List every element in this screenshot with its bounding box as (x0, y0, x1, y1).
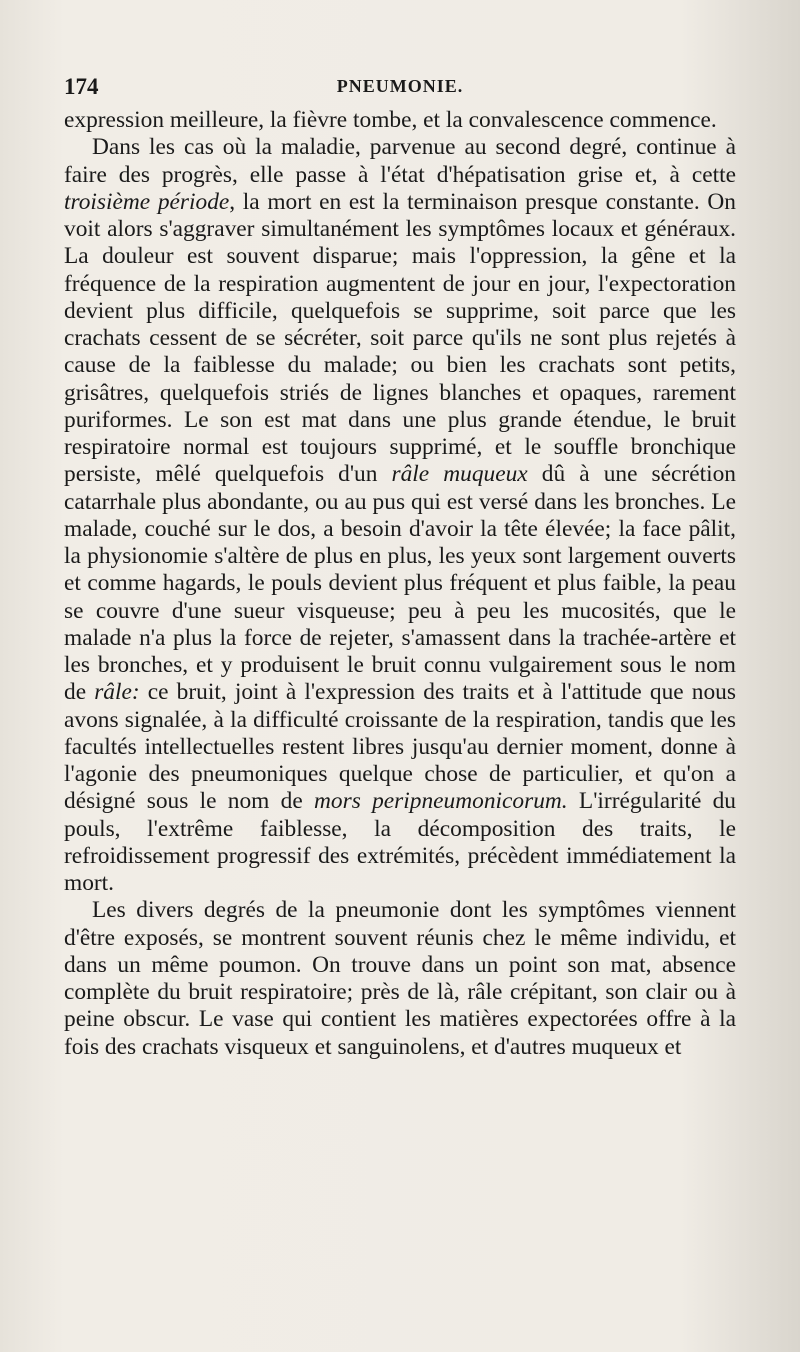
page-header (64, 74, 736, 104)
page-number: 174 (64, 74, 99, 99)
text-run: dû à une sécrétion catarrhale plus abondante, ou au pus qui est versé dans les bronches. Le malade, couché sur le dos, a besoin d'avoir la tête élevée; la face pâlit, la physionomie s'altère de plus en plus, les yeux sont largement ouverts et comme hagards, le pouls devient plus fréquent et plus faible, la peau se couvre d'une sueur visqueuse; peu à peu les mucosités, que le malade n'a plus la force de rejeter, s'amassent dans la trachée-artère et les bronches, et y produisent le bruit connu vulgairement sous le nom de (64, 461, 736, 706)
text-run: Les divers degrés de la pneumonie dont les symptômes viennent d'être exposés, se montrent souvent réunis chez le même individu, et dans un même poumon. On trouve dans un point son mat, absence complète du bruit respiratoire; près de là, râle crépitant, son clair ou à peine obscur. Le vase qui contient les matières expectorées offre à la fois des crachats visqueux et sanguinolens, et d'autres muqueux et (64, 897, 736, 1060)
body-text (64, 107, 736, 1061)
italic-phrase: mors peripneumonicorum. (314, 788, 568, 815)
italic-phrase: râle: (94, 679, 140, 706)
italic-phrase: troisième période (64, 188, 230, 215)
italic-phrase: râle muqueux (391, 461, 528, 488)
paragraph (64, 134, 736, 897)
running-head: PNEUMONIE. (336, 76, 464, 96)
text-run: , la mort en est la terminaison presque constante. On voit alors s'aggraver simultanément les symptômes locaux et généraux. La douleur est souvent disparue; mais l'oppression, la gêne et la fréquence de la respiration augmentent de jour en jour, l'expectoration devient plus difficile, quelquefois se supprime, soit parce que les crachats cessent de se sécréter, soit parce qu'ils ne sont plus rejetés à cause de la faiblesse du malade; ou bien les crachats sont petits, grisâtres, quelquefois striés de lignes blanches et opaques, rarement puriformes. Le son est mat dans une plus grande étendue, le bruit respiratoire normal est toujours supprimé, et le souffle bronchique persiste, mêlé quelquefois d'un (64, 188, 736, 488)
paragraph (64, 897, 736, 1061)
text-run: ce bruit, joint à l'expression des traits et à l'attitude que nous avons signalée, à la difficulté croissante de la respiration, tandis que les facultés intellectuelles restent libres jusqu'au dernier moment, donne à l'agonie des pneumoniques quelque chose de particulier, et qu'on a désigné sous le nom de (64, 679, 736, 815)
paragraph (64, 107, 736, 134)
text-run: Dans les cas où la maladie, parvenue au second degré, continue à faire des progrès, elle passe à l'état d'hépatisation grise et, à cette (64, 134, 736, 188)
text-run: expression meilleure, la fièvre tombe, et la convalescence commence. (64, 107, 717, 133)
text-run: L'irrégularité du pouls, l'extrême faiblesse, la décomposition des traits, le refroidissement progressif des extrémités, précèdent immédiatement la mort. (64, 788, 736, 896)
